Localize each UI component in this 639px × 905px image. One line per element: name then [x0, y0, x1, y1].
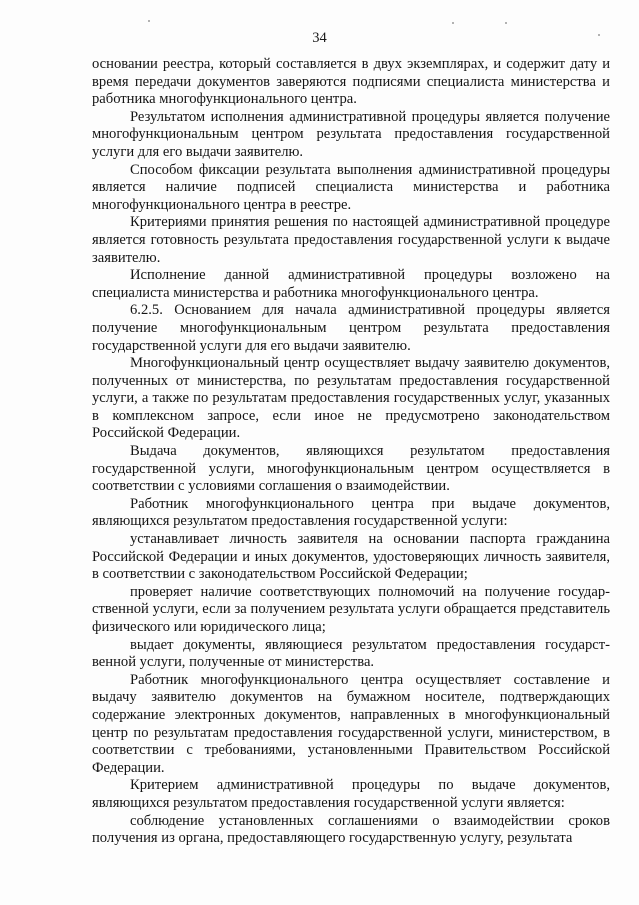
- document-body: [92, 56, 610, 848]
- paragraph: Многофункциональный центр осуществляет выдачу заявителю документов, полученных от министерства, по результатам предоставления государственной услуги, а также по результатам предоставления государственных услуг, указанных в комплексном запросе, если иное не предусмотрено законодательством Российской Федерации.: [92, 355, 610, 442]
- paragraph: соблюдение установленных соглашениями о взаимодействии сроков получения из органа, предоставляющего государственную услугу, результата: [92, 812, 610, 847]
- paragraph: Работник многофункционального центра при выдаче документов, являющихся результатом предоставления государственной услуги:: [92, 495, 610, 530]
- paragraph: Критерием административной процедуры по выдаче документов, являющихся результатом предоставления государственной услуги является:: [92, 777, 610, 811]
- scan-speck: [505, 22, 507, 24]
- paragraph: Критериями принятия решения по настоящей административной процедуре является готовность результата предоставления государственной услуги к выдаче заявителю.: [92, 214, 610, 266]
- scan-speck: [452, 22, 454, 24]
- paragraph: Способом фиксации результата выполнения административной процедуры является наличие подписей специалиста министерства и работника многофункционального центра в реестре.: [92, 161, 610, 213]
- paragraph: Выдача документов, являющихся результатом предоставления государственной услуги, многофункциональным центром осуществляется в соответствии с условиями соглашения о взаимодействии.: [92, 443, 610, 495]
- paragraph: проверяет наличие соответствующих полномочий на получение государственной услуги, если за получением результата услуги обращается представитель физического или юридического лица;: [92, 583, 610, 635]
- paragraph: Результатом исполнения административной процедуры является получение многофункциональным центром результата предоставления государственной услуги для его выдачи заявителю.: [92, 108, 610, 160]
- page-number: 34: [312, 30, 327, 46]
- paragraph: Исполнение данной административной процедуры возложено на специалиста министерства и работника многофункционального центра.: [92, 267, 610, 301]
- scan-speck: [148, 20, 150, 22]
- paragraph: выдает документы, являющиеся результатом предоставления государственной услуги, полученные от министерства.: [92, 636, 610, 671]
- paragraph: устанавливает личность заявителя на основании паспорта гражданина Российской Федерации и иных документов, удостоверяющих личность заявителя, в соответствии с законодательством Российской Федерации;: [92, 531, 610, 583]
- paragraph: основании реестра, который составляется в двух экземплярах, и содержит дату и время передачи документов заверяются подписями специалиста министерства и работника многофункционального центра.: [92, 56, 610, 108]
- paragraph: 6.2.5. Основанием для начала административной процедуры является получение многофункциональным центром результата предоставления государственной услуги для его выдачи заявителю.: [92, 302, 610, 354]
- paragraph: Работник многофункционального центра осуществляет составление и выдачу заявителю документов на бумажном носителе, подтверждающих содержание электронных документов, направленных в многофункциональный центр по результатам предоставления государственной услуги, министерством, в соответствии с требованиями, установленными Правительством Российской Федерации.: [92, 671, 610, 776]
